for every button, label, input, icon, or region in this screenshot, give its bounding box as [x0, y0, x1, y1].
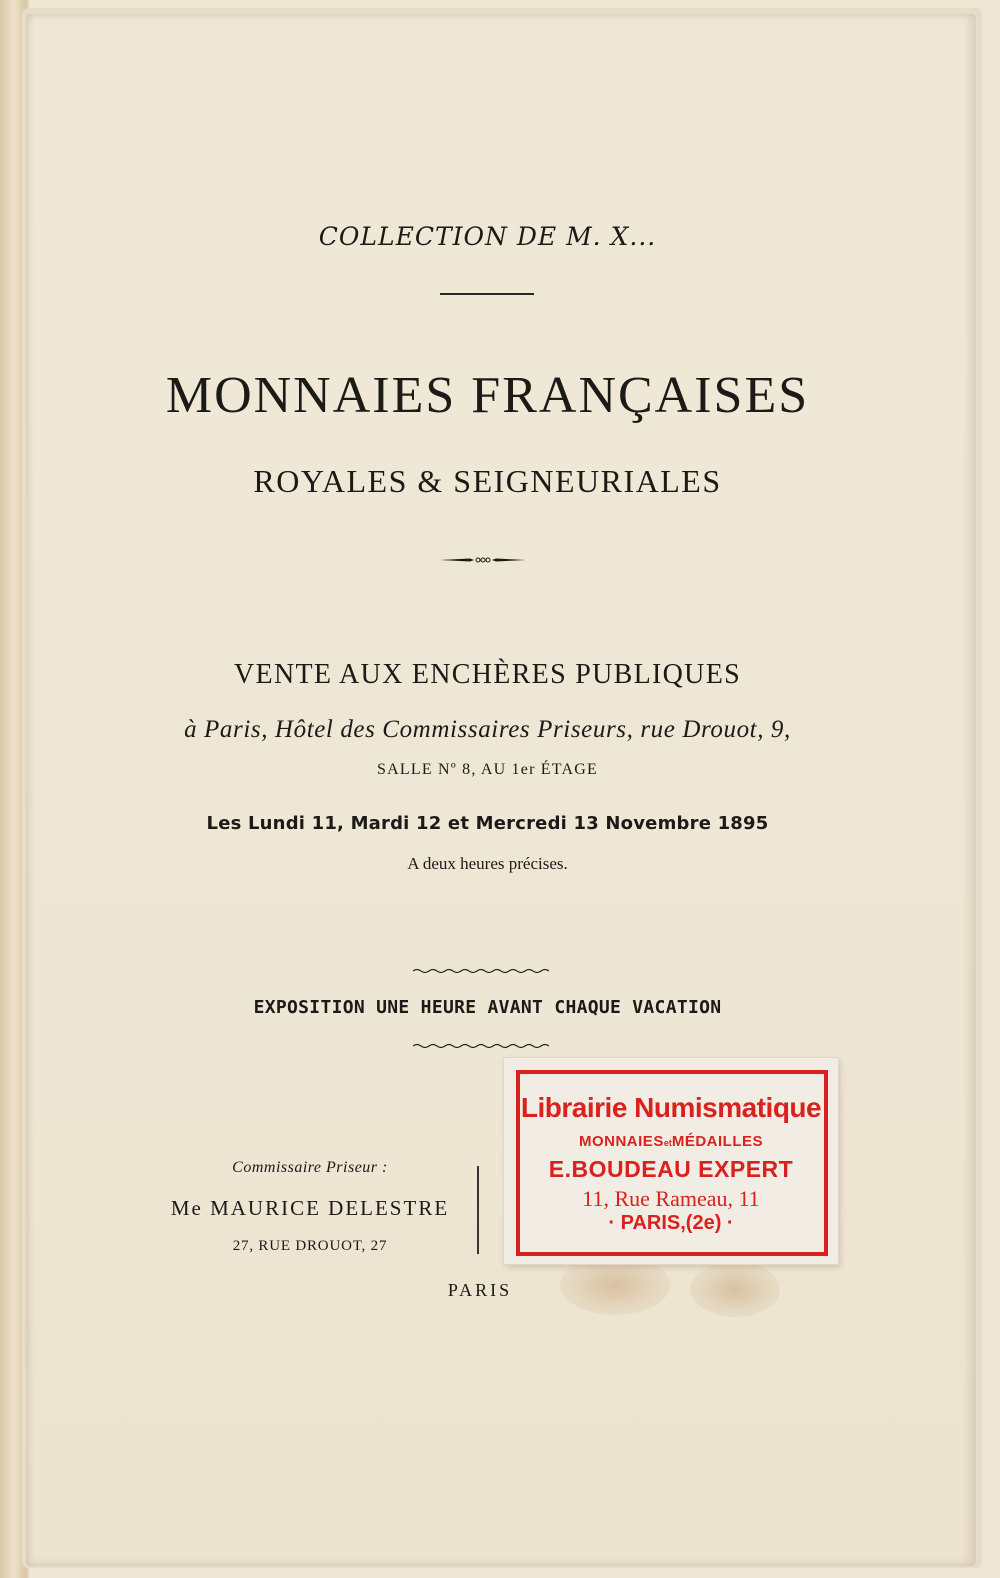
sale-room: SALLE Nº 8, AU 1er ÉTAGE: [377, 761, 598, 778]
wavy-rule-top: [413, 967, 549, 975]
catalogue-subtitle: ROYALES & SEIGNEURIALES: [253, 463, 722, 499]
glue-stain: [560, 1255, 670, 1315]
exhibition-notice: EXPOSITION UNE HEURE AVANT CHAQUE VACATION: [253, 997, 722, 1018]
sale-time: A deux heures précises.: [407, 854, 568, 873]
glue-stain: [690, 1262, 780, 1317]
bookseller-city: · PARIS,(2e) ·: [608, 1212, 734, 1234]
auctioneer-name: Me MAURICE DELESTRE: [170, 1196, 450, 1220]
collection-heading: COLLECTION DE M. X...: [318, 222, 657, 251]
bookseller-label: [504, 1058, 838, 1264]
sale-venue: à Paris, Hôtel des Commissaires Priseurs, rue Drouot, 9,: [184, 716, 791, 743]
bookseller-expert: E.BOUDEAU EXPERT: [548, 1156, 794, 1182]
bookseller-specialty: [504, 1133, 838, 1150]
specialty-and: et: [663, 1138, 672, 1148]
catalogue-title: MONNAIES FRANÇAISES: [165, 367, 810, 424]
sale-heading: VENTE AUX ENCHÈRES PUBLIQUES: [234, 659, 741, 690]
ornament-divider-icon: [440, 554, 526, 566]
sale-dates: Les Lundi 11, Mardi 12 et Mercredi 13 Novembre 1895: [206, 813, 769, 834]
bookseller-street: 11, Rue Rameau, 11: [582, 1186, 760, 1211]
title-rule: [440, 293, 534, 295]
auctioneer-label: Commissaire Priseur :: [232, 1159, 388, 1176]
specialty-medals: MÉDAILLES: [671, 1133, 764, 1150]
auctioneer-address: 27, RUE DROUOT, 27: [232, 1238, 388, 1254]
specialty-coins: MONNAIES: [578, 1133, 664, 1150]
publication-city: PARIS: [447, 1280, 513, 1300]
bookseller-name: Librairie Numismatique: [520, 1092, 822, 1123]
vertical-divider: [477, 1166, 479, 1254]
wavy-rule-bottom: [413, 1042, 549, 1050]
